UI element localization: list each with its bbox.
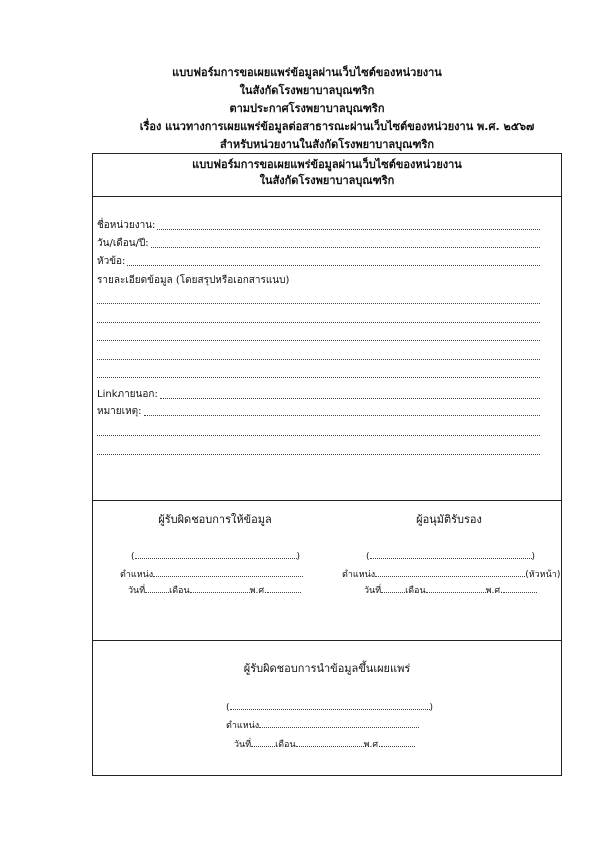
publisher-role: ผู้รับผิดชอบการนำข้อมูลขึ้นเผยแพร่ xyxy=(243,662,411,675)
fields-divider xyxy=(92,500,562,501)
publisher-position-line[interactable]: ตำแหน่ง xyxy=(226,719,419,732)
topic-dotted-line xyxy=(127,255,540,266)
scope-line: สำหรับหน่วยงานในสังกัดโรงพยาบาลบุณฑริก xyxy=(219,138,435,151)
date-dotted-line xyxy=(151,237,540,248)
date-label: วัน/เดือน/ปี: xyxy=(97,238,149,249)
provider-date-line[interactable]: วันที่ เดือน พ.ศ. xyxy=(128,584,301,597)
unit-name-field[interactable] xyxy=(97,219,540,233)
provider-role: ผู้รับผิดชอบการให้ข้อมูล xyxy=(158,513,272,526)
details-heading xyxy=(97,274,540,288)
topic-label: หัวข้อ: xyxy=(97,256,126,267)
publisher-date-line[interactable]: วันที่ เดือน พ.ศ. xyxy=(234,738,415,751)
details-label: รายละเอียดข้อมูล (โดยสรุปหรือเอกสารแนบ) xyxy=(97,275,290,286)
page-subtitle: ในสังกัดโรงพยาบาลบุณฑริก xyxy=(239,84,375,97)
unit-name-label: ชื่อหน่วยงาน: xyxy=(97,220,156,231)
note-line-2[interactable] xyxy=(97,435,540,436)
approver-date-line[interactable]: วันที่ เดือน พ.ศ. xyxy=(364,584,537,597)
details-line-2[interactable] xyxy=(97,322,540,323)
details-line-4[interactable] xyxy=(97,359,540,360)
approver-position-line[interactable]: ตำแหน่ง (หัวหน้า) xyxy=(342,570,561,580)
note-field[interactable] xyxy=(97,405,540,419)
unit-name-dotted-line xyxy=(157,219,540,230)
publisher-name-line[interactable]: ( ) xyxy=(226,703,434,713)
note-label: หมายเหตุ: xyxy=(97,406,142,417)
page-title: แบบฟอร์มการขอเผยแพร่ข้อมูลผ่านเว็บไซต์ของหน่วยงาน xyxy=(172,66,442,79)
approver-role: ผู้อนุมัติรับรอง xyxy=(416,513,482,526)
provider-name-line[interactable]: ( ) xyxy=(131,552,301,562)
note-dotted-line xyxy=(144,405,540,416)
external-link-label: Linkภายนอก: xyxy=(97,389,158,400)
provider-position-line[interactable]: ตำแหน่ง xyxy=(120,568,303,581)
form-subtitle: ในสังกัดโรงพยาบาลบุณฑริก xyxy=(259,174,395,187)
external-link-field[interactable] xyxy=(97,388,540,402)
title-divider xyxy=(92,196,562,197)
approver-name-line[interactable]: ( ) xyxy=(366,552,536,562)
signature-divider xyxy=(92,640,562,641)
announcement-line: ตามประกาศโรงพยาบาลบุณฑริก xyxy=(229,102,385,115)
details-line-1[interactable] xyxy=(97,303,540,304)
note-line-3[interactable] xyxy=(97,454,540,455)
details-line-3[interactable] xyxy=(97,340,540,341)
form-title: แบบฟอร์มการขอเผยแพร่ข้อมูลผ่านเว็บไซต์ของหน่วยงาน xyxy=(192,158,462,171)
topic-field[interactable] xyxy=(97,255,540,269)
details-line-5[interactable] xyxy=(97,377,540,378)
subject-line: เรื่อง แนวทางการเผยแพร่ข้อมูลต่อสาธารณะผ่านเว็บไซต์ของหน่วยงาน พ.ศ. ๒๕๖๗ xyxy=(139,120,535,133)
external-link-dotted-line xyxy=(160,388,540,399)
date-field[interactable] xyxy=(97,237,540,251)
